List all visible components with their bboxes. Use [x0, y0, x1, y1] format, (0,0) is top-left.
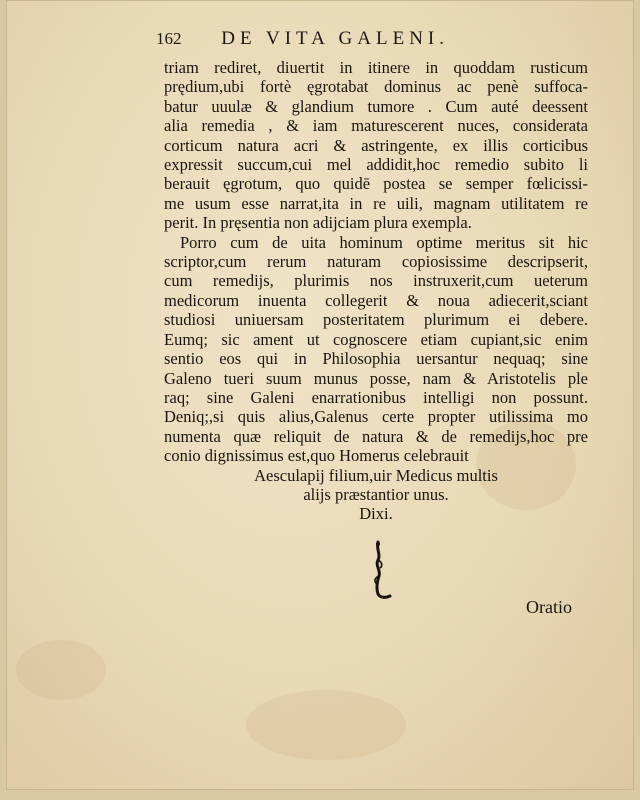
page-number: 162	[156, 29, 182, 48]
text-line: raq; sine Galeni enarrationibus intelligi non possunt.	[164, 387, 588, 407]
page-title: DE VITA GALENI.	[221, 28, 449, 49]
text-line: alia remedia , & iam maturescerent nuces, considerata	[164, 116, 588, 136]
text-line: batur uuulæ & glandium tumore . Cum auté deessent	[164, 96, 588, 116]
text-line: conio dignissimus est,quo Homerus celebrauit	[164, 446, 469, 466]
text-line: cum remedijs, plurimis nos instruxerit,cum ueterum	[164, 271, 588, 291]
centered-line: alijs præstantior unus.	[303, 484, 449, 504]
text-line: medicorum inuenta collegerit & noua adiecerit,sciant	[164, 290, 588, 310]
text-line: sentio eos qui in Philosophia uersantur nequaq; sine	[164, 349, 588, 369]
text-line: me usum esse narrat,ita in re uili, magnam utilitatem re	[164, 193, 588, 213]
text-line: expressit succum,cui mel addidit,hoc remedio subito li	[164, 155, 588, 175]
text-line: numenta quæ reliquit de natura & de remedijs,hoc pre	[164, 426, 588, 446]
text-line: Eumq; sic ament ut cognoscere etiam cupiant,sic enim	[164, 329, 588, 349]
paragraph-1	[164, 58, 588, 233]
closing-word: Dixi.	[359, 504, 393, 524]
book-page	[6, 0, 634, 790]
text-line: triam rediret, diuertit in itinere in quoddam rusticum	[164, 58, 588, 77]
paper-stain	[246, 690, 406, 760]
floral-ornament-icon	[368, 540, 392, 600]
text-line: studiosi uniuersam posteritatem plurimum ei debere.	[164, 310, 588, 330]
catchword: Oratio	[526, 597, 572, 617]
text-line: Galeno tueri suum munus posse, nam & Aristotelis ple	[164, 368, 588, 388]
paragraph-2	[164, 233, 588, 466]
centered-line: Aesculapij filium,uir Medicus multis	[254, 465, 498, 485]
text-line: perit. In pręsentia non adijciam plura exempla.	[164, 213, 472, 233]
body-text	[164, 58, 588, 524]
running-head	[156, 28, 534, 50]
text-line: Porro cum de uita hominum optime meritus sit hic	[180, 232, 588, 252]
text-line: corticum natura acri & astringente, ex illis corticibus	[164, 135, 588, 155]
paper-stain	[16, 640, 106, 700]
text-line: Deniq;,si quis alius,Galenus certe propter utilissima mo	[164, 407, 588, 427]
text-line: scriptor,cum rerum naturam copiosissime descripserit,	[164, 252, 588, 272]
text-line: berauit ęgrotum, quo quidē postea se semper fœlicissi-	[164, 174, 588, 194]
text-line: prędium,ubi fortè ęgrotabat dominus ac penè suffoca-	[164, 77, 588, 97]
